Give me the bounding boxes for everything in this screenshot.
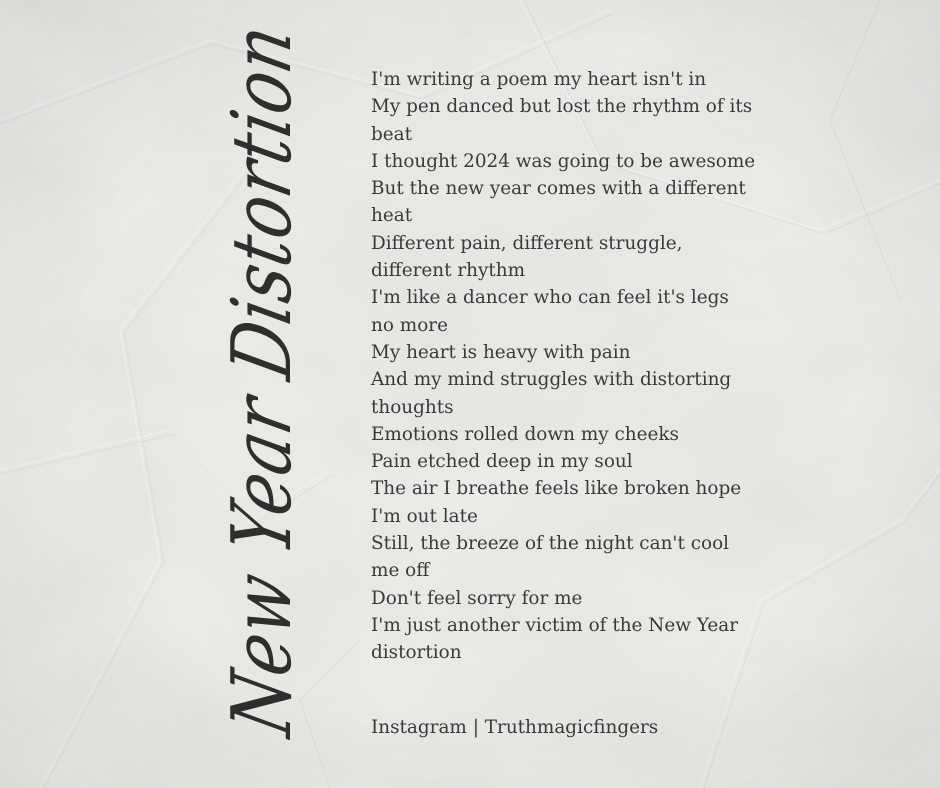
poem-line: I'm writing a poem my heart isn't in (371, 69, 707, 90)
poem-line: My heart is heavy with pain (371, 341, 631, 363)
poem-line: My pen danced but lost the rhythm of its beat (371, 96, 753, 145)
poem-line: I'm just another victim of the New Year distortion (371, 614, 739, 664)
poem-line: The air I breathe feels like broken hope (371, 478, 742, 500)
title-container (203, 16, 323, 744)
poem-line: I thought 2024 was going to be awesome (371, 150, 756, 172)
poem-body (371, 66, 756, 667)
poem-line: Different pain, different struggle, different rhythm (371, 232, 683, 282)
poem-line: Pain etched deep in my soul (371, 451, 633, 473)
poem-line: Don't feel sorry for me (371, 587, 583, 609)
poem-line: Emotions rolled down my cheeks (371, 423, 679, 445)
poem-line: And my mind struggles with distorting thoughts (371, 369, 732, 418)
poem-line: I'm like a dancer who can feel it's legs no more (371, 287, 729, 336)
poem-title: New Year Distortion (215, 16, 310, 744)
poem-line: Still, the breeze of the night can't cool me off (371, 533, 730, 582)
instagram-credit: Instagram | Truthmagicfingers (371, 717, 659, 738)
poem-line: But the new year comes with a different heat (371, 178, 746, 227)
poem-line: I'm out late (371, 505, 478, 527)
